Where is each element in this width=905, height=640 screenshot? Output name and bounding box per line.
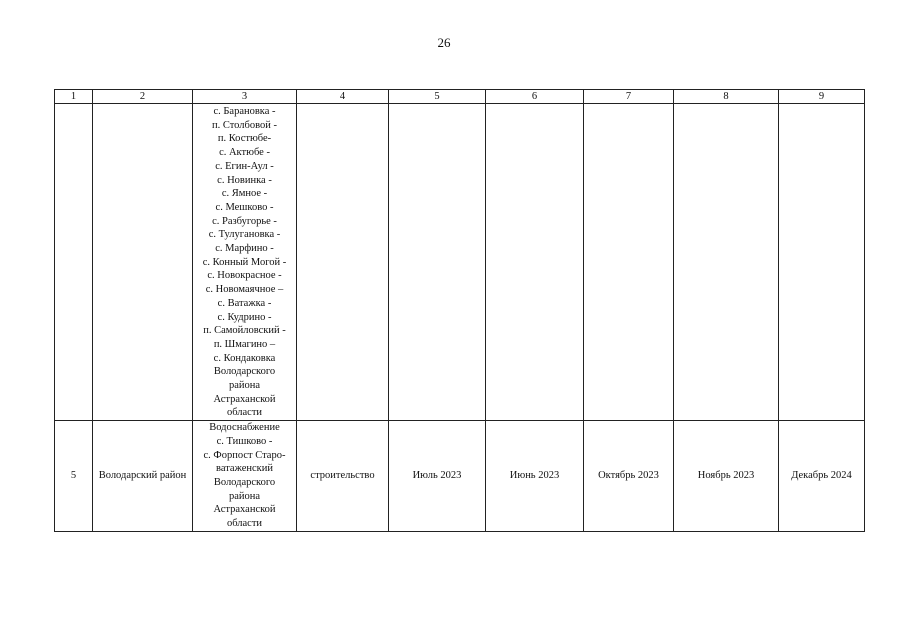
header-cell-6: 6 [486, 90, 584, 104]
route-line: п. Костюбе- [217, 133, 272, 145]
object-cell [193, 421, 297, 532]
route-line: п. Самойловский - [203, 325, 286, 337]
object-line: области [226, 518, 263, 530]
route-line: с. Разбугорье - [212, 215, 277, 227]
work-type-cell: строительство [297, 421, 389, 532]
date-cell-5: Июль 2023 [389, 421, 486, 532]
route-line: с. Новокрасное - [207, 270, 282, 282]
route-line: п. Столбовой - [211, 119, 277, 131]
object-line: Володарского [213, 476, 276, 488]
object-line: ватаженский [216, 463, 273, 475]
district-cell: Володарский район [93, 421, 193, 532]
route-line: с. Новинка - [217, 174, 272, 186]
date-cell-8: Ноябрь 2023 [674, 421, 779, 532]
cont-cell-9 [779, 104, 865, 421]
route-line: с. Ямное - [221, 188, 268, 200]
header-cell-4: 4 [297, 90, 389, 104]
header-row [55, 90, 865, 104]
cont-cell-5 [389, 104, 486, 421]
header-cell-9: 9 [779, 90, 865, 104]
cont-cell-district [93, 104, 193, 421]
route-line: с. Конный Могой - [202, 256, 287, 268]
cont-cell-7 [584, 104, 674, 421]
header-cell-1: 1 [55, 90, 93, 104]
route-line: Володарского [213, 366, 276, 378]
date-cell-9: Декабрь 2024 [779, 421, 865, 532]
route-line: с. Мешково - [215, 201, 274, 213]
route-line: области [226, 407, 263, 419]
route-line: с. Егин-Аул - [215, 160, 274, 172]
object-line: района [228, 490, 261, 502]
date-cell-6: Июнь 2023 [486, 421, 584, 532]
route-line: района [228, 380, 261, 392]
header-cell-8: 8 [674, 90, 779, 104]
table-row-continuation [55, 104, 865, 421]
page-number: 26 [437, 35, 451, 50]
table-row-5 [55, 421, 865, 532]
schedule-table [54, 89, 865, 532]
route-line: п. Шмагино – [213, 338, 276, 350]
header-cell-3: 3 [193, 90, 297, 104]
cont-cell-6 [486, 104, 584, 421]
route-line: с. Тулугановка - [208, 229, 281, 241]
cont-cell-4 [297, 104, 389, 421]
row-number: 5 [55, 421, 93, 532]
object-line: Астраханской [213, 504, 276, 516]
header-cell-7: 7 [584, 90, 674, 104]
route-line: с. Актюбе - [219, 147, 270, 159]
header-cell-2: 2 [93, 90, 193, 104]
route-line: с. Барановка - [213, 106, 276, 117]
route-line: с. Ватажка - [217, 297, 272, 309]
date-cell-7: Октябрь 2023 [584, 421, 674, 532]
object-line: Водоснабжение [209, 422, 280, 434]
cont-cell-num [55, 104, 93, 421]
cont-cell-8 [674, 104, 779, 421]
route-line: с. Кондаковка [213, 352, 276, 364]
object-line: с. Тишково - [216, 435, 273, 447]
route-line: Астраханской [213, 393, 276, 405]
route-cell [193, 104, 297, 421]
object-line: с. Форпост Старо- [203, 449, 286, 461]
header-cell-5: 5 [389, 90, 486, 104]
route-line: с. Марфино - [215, 243, 274, 255]
route-line: с. Новомаячное – [205, 284, 284, 296]
route-line: с. Кудрино - [217, 311, 272, 323]
